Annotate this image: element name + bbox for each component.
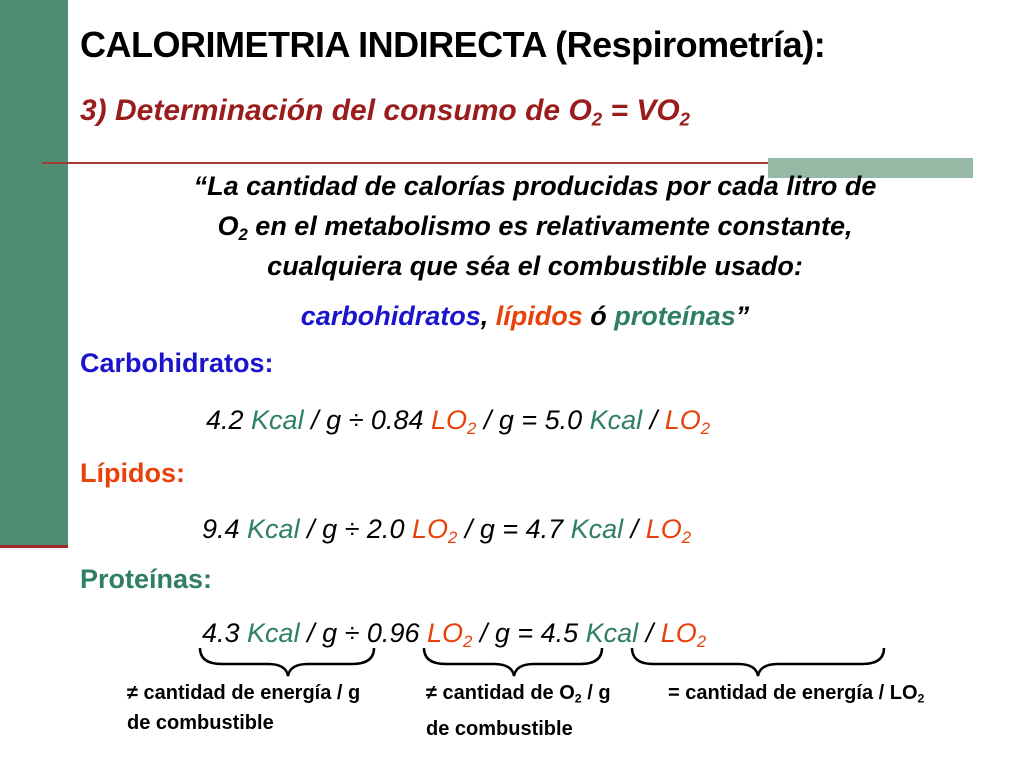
section-carbohidratos: Carbohidratos:	[80, 348, 274, 378]
slide-subtitle: 3) Determinación del consumo de $O_2 = VO_2$	[80, 94, 691, 130]
section-proteinas: Proteínas:	[80, 564, 213, 594]
brace-oxygen-per-gram	[424, 648, 602, 676]
note-energy-per-liter: = cantidad de energía / $LO_2$	[668, 682, 925, 706]
slide-title: CALORIMETRIA INDIRECTA (Respirometría):	[80, 24, 826, 65]
brace-energy-per-liter	[632, 648, 884, 676]
note-energy-per-gram: ≠ cantidad de energía / g de combustible	[127, 682, 361, 734]
note-oxygen-per-gram: ≠ cantidad de $O_2$ / g de combustible	[426, 682, 611, 740]
quote-line-3: cualquiera que séa el combustible usado:	[267, 251, 803, 281]
quote-line-1: “La cantidad de calorías producidas por cada litro de	[193, 171, 877, 201]
quote-line-4: carbohidratos, lípidos ó proteínas”	[300, 301, 750, 331]
brace-energy-per-gram	[200, 648, 374, 676]
section-lipidos: Lípidos:	[80, 458, 185, 488]
quote-line-2: $O_2$ en el metabolismo es relativamente constante,	[217, 211, 853, 245]
equation-carbohidratos: 4.2 Kcal / g ÷ 0.84 $LO_2 / g = 5.0$ Kcal / $LO_2$	[206, 405, 711, 439]
equation-proteinas: 4.3 Kcal / g ÷ 0.96 $LO_2 / g = 4.5$ Kcal / $LO_2$	[202, 618, 707, 652]
equation-lipidos: 9.4 Kcal / g ÷ 2.0 $LO_2 / g = 4.7$ Kcal / $LO_2$	[202, 514, 692, 548]
